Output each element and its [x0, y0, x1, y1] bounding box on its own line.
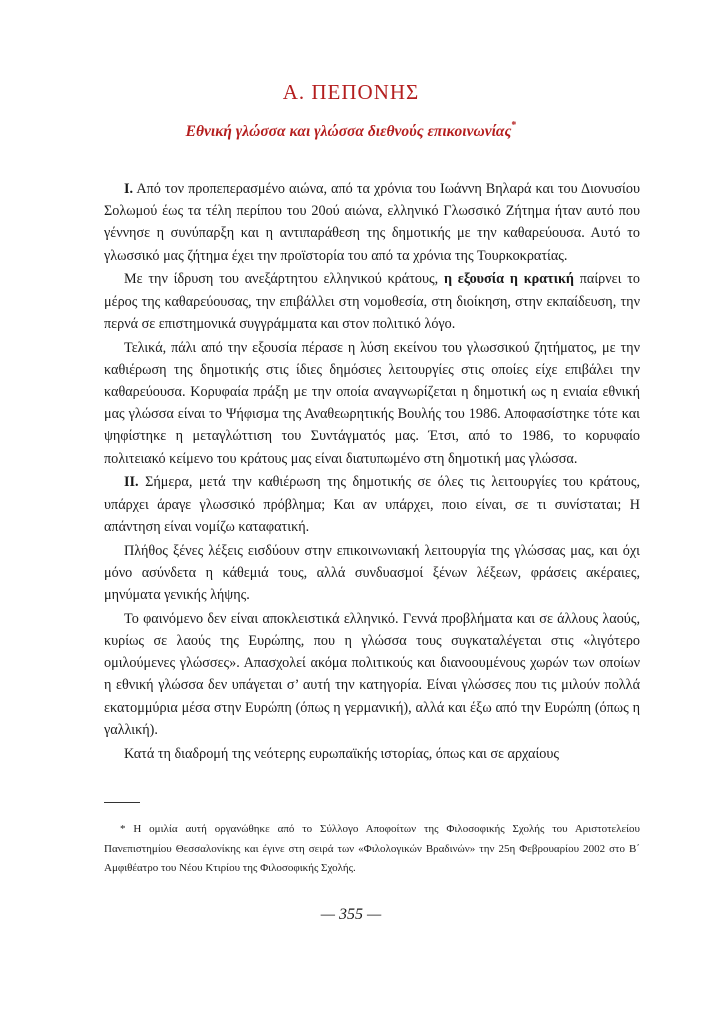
body-text	[104, 178, 640, 766]
paragraph-1: Ι. Από τον προπεπερασμένο αιώνα, από τα χρόνια του Ιωάννη Βηλαρά και του Διονυσίου Σολωμού έως τα τέλη περίπου του 20ού αιώνα, ελληνικό Γλωσσικό Ζήτημα ήταν αυτό που γέννησε η συνύπαρξη και η αντιπαράθεση της δημοτικής με την καθαρεύουσα. Αυτό το γλωσσικό μας ζήτημα έχει την προϊστορία του από τα χρόνια της Τουρκοκρατίας.	[104, 181, 640, 264]
paragraph-3: Τελικά, πάλι από την εξουσία πέρασε η λύση εκείνου του γλωσσικού ζητήματος, με την καθιέρωση της δημοτικής στις ίδιες δημόσιες λειτουργίες στις οποίες είχε επιβάλει την καθαρεύουσα. Κορυφαία πράξη με την οποία αναγνωρίζεται η δημοτική ως η ενιαία εθνική μας γλώσσα είναι το Ψήφισμα της Αναθεωρητικής Βουλής του 1986. Αποφασίστηκε τότε και ψηφίστηκε η μεταγλώττιση του Συντάγματός μας. Έτσι, από το 1986, το κορυφαίο πολιτειακό κείμενο του κράτους μας είναι διατυπωμένο στη δημοτική μας γλώσσα.	[104, 339, 640, 467]
section-label-1: Ι.	[124, 181, 134, 197]
title-footnote-mark: *	[511, 120, 517, 131]
footnote	[104, 820, 640, 879]
paragraph-6: Το φαινόμενο δεν είναι αποκλειστικά ελληνικό. Γεννά προβλήματα και σε άλλους λαούς, κυρίως σε λαούς της Ευρώπης, που η γλώσσα τους συγκαταλέγεται στις «λιγότερο ομιλούμενες γλώσσες». Απασχολεί ακόμα πολιτικούς και διανοουμένους χωρών των οποίων η εθνική γλώσσα δεν υπάγεται σ’ αυτή την κατηγορία. Είναι γλώσσες που τις μιλούν πολλά εκατομμύρια μέσα στην Ευρώπη (όπως η γερμανική), αλλά και έξω από την Ευρώπη (όπως η γαλλική).	[104, 610, 640, 738]
paragraph-7: Κατά τη διαδρομή της νεότερης ευρωπαϊκής ιστορίας, όπως και σε αρχαίους	[124, 745, 560, 762]
author-heading: Α. ΠΕΠΟΝΗΣ	[282, 80, 420, 104]
footnote-text: * Η ομιλία αυτή οργανώθηκε από το Σύλλογο Αποφοίτων της Φιλοσοφικής Σχολής του Αριστοτελείου Πανεπιστημίου Θεσσαλονίκης και έγινε στη σειρά των «Φιλολογικών Βραδινών» την 25η Φεβρουαρίου 2002 στο Β΄ Αμφιθέατρο του Νέου Κτιρίου της Φιλοσοφικής Σχολής.	[104, 823, 640, 874]
section-label-2: ΙΙ.	[124, 474, 139, 491]
article-title-text: Εθνική γλώσσα και γλώσσα διεθνούς επικοινωνίας	[185, 123, 512, 141]
article-title	[0, 122, 702, 141]
paragraph-2: Με την ίδρυση του ανεξάρτητου ελληνικού κράτους, η εξουσία η κρατική παίρνει το μέρος της καθαρεύουσας, την επιβάλλει στη νομοθεσία, στη διοίκηση, στην εκπαίδευση, την περνά σε επιστημονικά συγγράμματα και στον πολιτικό λόγο.	[104, 271, 640, 332]
paragraph-5: Πλήθος ξένες λέξεις εισδύουν στην επικοινωνιακή λειτουργία της γλώσσας μας, και όχι μόνο ασύνδετα η κάθεμιά τους, αλλά συνδυασμοί ξένων λέξεων, φράσεις ακέραιες, μηνύματα γενικής λήψης.	[104, 542, 640, 604]
page-number: — 355 —	[320, 906, 382, 923]
emphasis-text: η εξουσία η κρατική	[443, 271, 574, 288]
footnote-divider	[104, 802, 140, 803]
paragraph-4: ΙΙ. Σήμερα, μετά την καθιέρωση της δημοτικής σε όλες τις λειτουργίες του κράτους, υπάρχει άραγε γλωσσικό πρόβλημα; Και αν υπάρχει, ποιο είναι, σε τι συνίσταται; Η απάντηση είναι νομίζω καταφατική.	[104, 474, 640, 535]
